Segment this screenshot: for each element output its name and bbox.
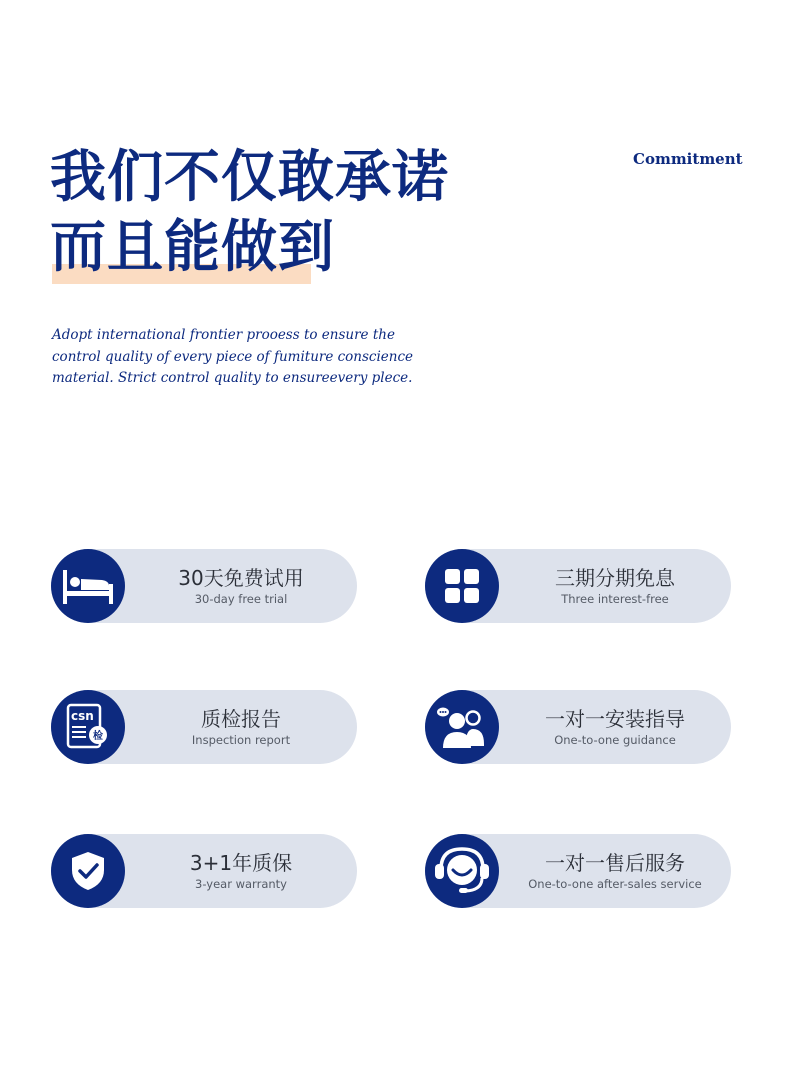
feature-subtitle: Three interest-free	[561, 592, 669, 606]
feature-icon-circle	[51, 834, 125, 908]
feature-card-interest-free	[425, 549, 731, 623]
description	[52, 325, 432, 390]
report-icon-text: csn	[71, 709, 94, 723]
feature-card-free-trial	[51, 549, 357, 623]
description-line-3: material. Strict control quality to ensureevery plece.	[52, 370, 413, 386]
description-line-1: Adopt international frontier prooess to ensure the	[52, 327, 395, 343]
feature-card-warranty	[51, 834, 357, 908]
feature-card-inspection-report	[51, 690, 357, 764]
headline-line-2: 而且能做到	[50, 214, 335, 280]
shield-check-icon	[70, 850, 106, 892]
feature-icon-circle	[425, 549, 499, 623]
feature-title: 三期分期免息	[555, 566, 675, 590]
headline	[50, 142, 449, 282]
feature-title: 一对一安装指导	[545, 707, 685, 731]
feature-subtitle: Inspection report	[191, 733, 291, 747]
feature-card-installation-guidance	[425, 690, 731, 764]
commitment-label: Commitment	[633, 150, 743, 168]
feature-subtitle: 30-day free trial	[194, 592, 288, 606]
feature-card-after-sales	[425, 834, 731, 908]
feature-title: 30天免费试用	[178, 566, 304, 590]
feature-icon-circle	[51, 549, 125, 623]
feature-subtitle: 3-year warranty	[195, 877, 287, 891]
feature-icon-circle	[425, 834, 499, 908]
feature-subtitle: One-to-one guidance	[554, 733, 676, 747]
description-line-2: control quality of every piece of fumiture conscience	[52, 348, 414, 365]
headline-line-1: 我们不仅敢承诺	[50, 144, 449, 210]
headset-support-icon	[432, 845, 492, 897]
bed-icon	[60, 566, 116, 606]
feature-title: 一对一售后服务	[545, 851, 685, 875]
feature-title: 3+1年质保	[189, 851, 293, 875]
grid-apps-icon	[444, 568, 480, 604]
feature-icon-circle	[425, 690, 499, 764]
inspection-report-icon	[63, 702, 113, 752]
feature-title: 质检报告	[201, 707, 281, 731]
users-chat-icon	[435, 704, 489, 750]
report-icon-badge: 检	[93, 731, 103, 742]
feature-icon-circle	[51, 690, 125, 764]
feature-subtitle: One-to-one after-sales service	[528, 877, 702, 891]
